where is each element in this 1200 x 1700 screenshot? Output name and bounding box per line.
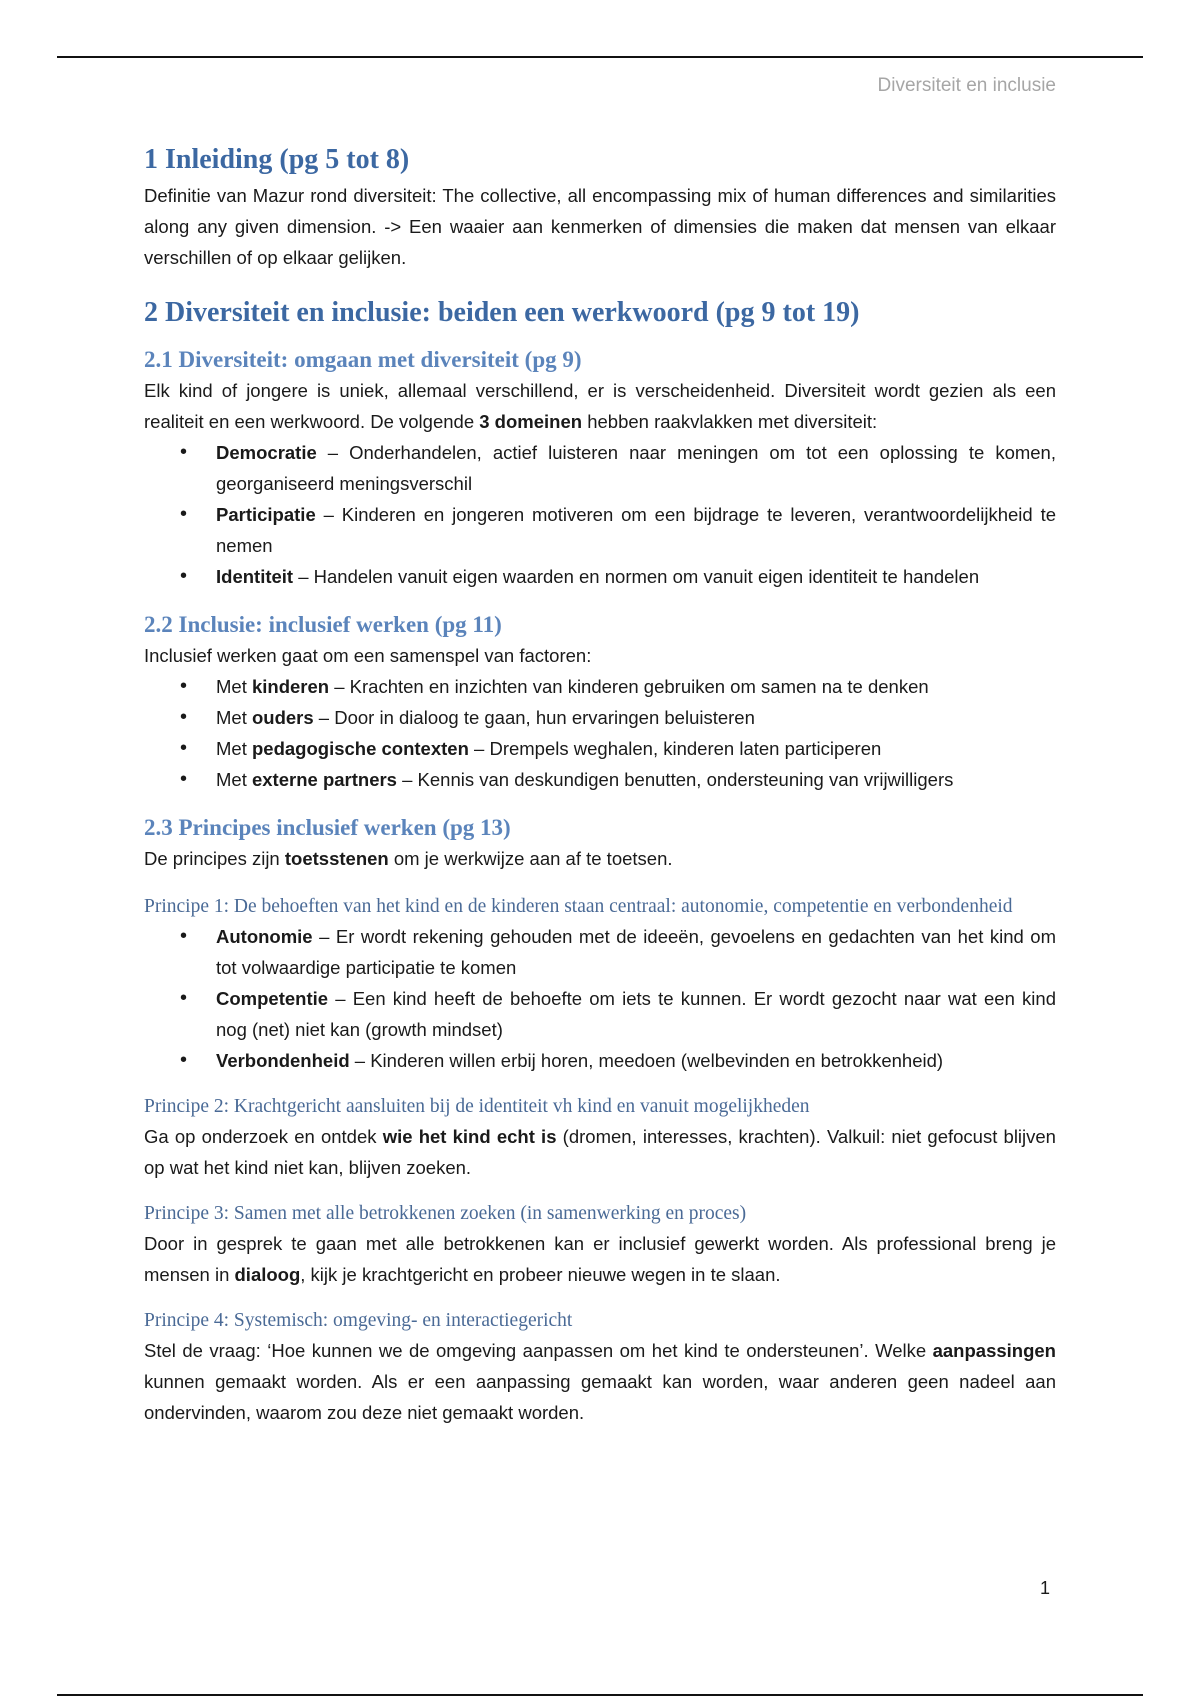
list-term: pedagogische contexten [251,738,469,759]
document-body [144,142,1056,1428]
list-item [216,561,1056,592]
paragraph-principe-3 [144,1228,1056,1290]
header-rule [57,56,1143,58]
list-factoren [144,671,1056,795]
list-item [216,733,1056,764]
list-text: – Handelen vanuit eigen waarden en normen om vanuit eigen identiteit te handelen [293,566,980,587]
bold-run: aanpassingen [932,1340,1056,1361]
heading-principe-1: Principe 1: De behoeften van het kind en de kinderen staan centraal: autonomie, competentie en verbondenheid [144,896,1013,917]
bold-run: wie het kind echt is [382,1126,557,1147]
list-text: – Kinderen willen erbij horen, meedoen (welbevinden en betrokkenheid) [349,1050,944,1071]
paragraph-principe-2 [144,1121,1056,1183]
list-text: – Door in dialoog te gaan, hun ervaringen beluisteren [313,707,755,728]
heading-inleiding: 1 Inleiding (pg 5 tot 8) [144,144,410,175]
list-item [216,921,1056,983]
list-item [216,702,1056,733]
text-run: kunnen gemaakt worden. Als er een aanpassing gemaakt kan worden, waar anderen geen nadeel aan ondervinden, waarom zou deze niet gemaakt worden. [144,1371,1056,1423]
list-text: – Er wordt rekening gehouden met de ideeën, gevoelens en gedachten van het kind om tot volwaardige participatie te komen [216,926,1056,978]
list-text: – Drempels weghalen, kinderen laten participeren [468,738,882,759]
list-behoeften [144,921,1056,1076]
list-term: externe partners [251,769,397,790]
list-pre: Met [216,769,252,790]
paragraph-2-2: Inclusief werken gaat om een samenspel van factoren: [144,645,592,666]
text-run: Elk kind of jongere is uniek, allemaal verschillend, er is verscheidenheid. Diversiteit wordt gezien als een realiteit en een werkwoord. De volgende [144,380,1056,432]
bold-run: dialoog [234,1264,301,1285]
list-term: Competentie [216,988,329,1009]
running-header: Diversiteit en inclusie [877,75,1056,96]
list-term: Participatie [216,504,316,525]
list-term: ouders [251,707,314,728]
page-number: 1 [1040,1578,1051,1598]
heading-principe-3: Principe 3: Samen met alle betrokkenen zoeken (in samenwerking en proces) [144,1203,747,1224]
bold-run: 3 domeinen [479,411,583,432]
paragraph-definitie: Definitie van Mazur rond diversiteit: The collective, all encompassing mix of human differences and similarities along any given dimension. -> Een waaier aan kenmerken of dimensies die maken dat mensen van elkaar verschillen of op elkaar gelijken. [144,185,1056,268]
heading-principe-4: Principe 4: Systemisch: omgeving- en interactiegericht [144,1310,573,1331]
heading-2-1: 2.1 Diversiteit: omgaan met diversiteit (pg 9) [144,347,582,372]
list-pre: Met [216,707,252,728]
list-term: Identiteit [216,566,294,587]
list-item [216,671,1056,702]
footer-rule [57,1694,1143,1696]
list-text: – Een kind heeft de behoefte om iets te kunnen. Er wordt gezocht naar wat een kind nog (net) niet kan (growth mindset) [216,988,1056,1040]
list-term: Autonomie [216,926,313,947]
bold-run: toetsstenen [284,848,389,869]
list-text: – Onderhandelen, actief luisteren naar meningen om tot een oplossing te komen, georganiseerd meningsverschil [216,442,1056,494]
list-domeinen [144,437,1056,592]
heading-2-3: 2.3 Principes inclusief werken (pg 13) [144,815,511,840]
list-text: – Kinderen en jongeren motiveren om een bijdrage te leveren, verantwoordelijkheid te nemen [216,504,1056,556]
text-run: Stel de vraag: ‘Hoe kunnen we de omgeving aanpassen om het kind te ondersteunen’. Welke [144,1340,933,1361]
list-term: Democratie [216,442,317,463]
list-text: – Kennis van deskundigen benutten, ondersteuning van vrijwilligers [396,769,954,790]
heading-principe-2: Principe 2: Krachtgericht aansluiten bij de identiteit vh kind en vanuit mogelijkheden [144,1096,810,1117]
list-item [216,499,1056,561]
list-item [216,764,1056,795]
list-term: kinderen [251,676,330,697]
list-item [216,437,1056,499]
text-run: De principes zijn [144,848,285,869]
text-run: Door in gesprek te gaan met alle betrokkenen kan er inclusief gewerkt worden. Als professional breng je mensen in [144,1233,1056,1285]
paragraph-principe-4 [144,1335,1056,1428]
list-pre: Met [216,676,252,697]
list-text: – Krachten en inzichten van kinderen gebruiken om samen na te denken [329,676,929,697]
text-run: hebben raakvlakken met diversiteit: [582,411,878,432]
text-run: om je werkwijze aan af te toetsen. [388,848,673,869]
list-item [216,983,1056,1045]
heading-2-2: 2.2 Inclusie: inclusief werken (pg 11) [144,612,502,637]
list-pre: Met [216,738,252,759]
heading-diversiteit-inclusie: 2 Diversiteit en inclusie: beiden een werkwoord (pg 9 tot 19) [144,297,860,328]
text-run: Ga op onderzoek en ontdek [144,1126,383,1147]
list-item [216,1045,1056,1076]
text-run: (dromen, interesses, krachten). Valkuil: niet gefocust blijven op wat het kind niet kan, blijven zoeken. [144,1126,1056,1178]
paragraph-2-1 [144,375,1056,437]
list-term: Verbondenheid [216,1050,350,1071]
paragraph-2-3 [144,843,1056,874]
text-run: , kijk je krachtgericht en probeer nieuwe wegen in te slaan. [300,1264,781,1285]
